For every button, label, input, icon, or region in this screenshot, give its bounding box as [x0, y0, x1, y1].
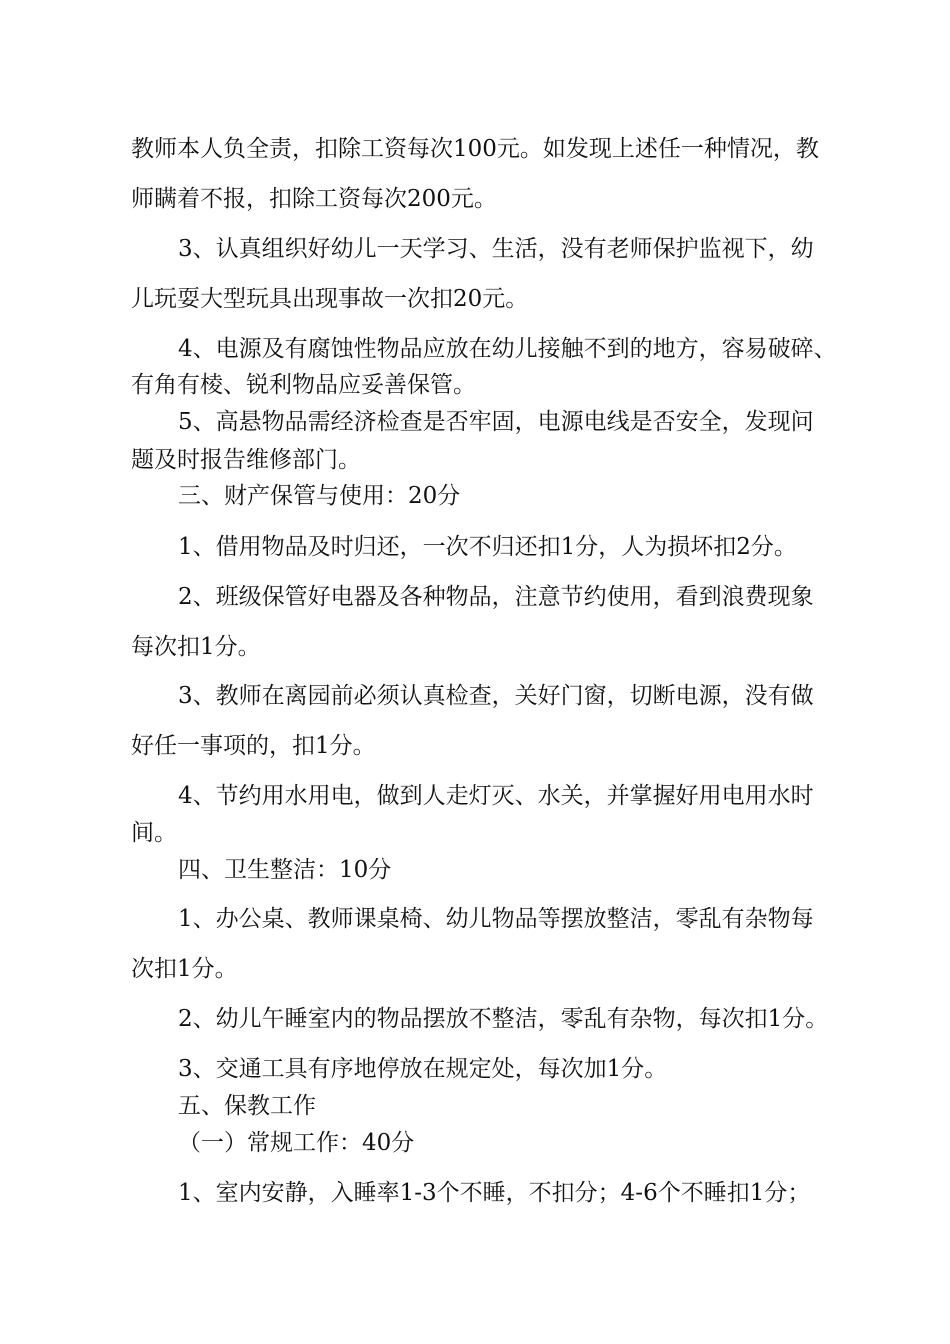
paragraph-line: 3、交通工具有序地停放在规定处，每次加1分。 [178, 1056, 668, 1082]
subsection-heading: （一）常规工作：40分 [178, 1130, 415, 1156]
paragraph-line: 4、电源及有腐蚀性物品应放在幼儿接触不到的地方，容易破碎、 [178, 336, 837, 362]
paragraph-line: 教师本人负全责，扣除工资每次100元。如发现上述任一种情况，教 [131, 136, 819, 162]
paragraph-line: 1、借用物品及时归还，一次不归还扣1分，人为损坏扣2分。 [178, 534, 797, 560]
section-heading: 三、财产保管与使用：20分 [178, 483, 461, 509]
section-heading: 五、保教工作 [178, 1093, 316, 1119]
paragraph-line: 儿玩耍大型玩具出现事故一次扣20元。 [131, 286, 529, 312]
paragraph-line: 3、认真组织好幼儿一天学习、生活，没有老师保护监视下，幼 [178, 236, 814, 262]
paragraph-line: 题及时报告维修部门。 [131, 447, 361, 473]
paragraph-line: 1、办公桌、教师课桌椅、幼儿物品等摆放整洁，零乱有杂物每 [178, 906, 814, 932]
section-heading: 四、卫生整洁：10分 [178, 857, 392, 883]
paragraph-line: 2、班级保管好电器及各种物品，注意节约使用，看到浪费现象 [178, 584, 814, 610]
paragraph-line: 4、节约用水用电，做到人走灯灭、水关，并掌握好用电用水时 [178, 783, 814, 809]
paragraph-line: 1、室内安静，入睡率1-3个不睡，不扣分；4-6个不睡扣1分； [178, 1180, 811, 1206]
paragraph-line: 好任一事项的，扣1分。 [131, 733, 376, 759]
paragraph-line: 每次扣1分。 [131, 634, 261, 660]
paragraph-line: 2、幼儿午睡室内的物品摆放不整洁，零乱有杂物，每次扣1分。 [178, 1006, 829, 1032]
paragraph-line: 5、高悬物品需经济检查是否牢固，电源电线是否安全，发现问 [178, 409, 814, 435]
paragraph-line: 间。 [131, 820, 177, 846]
paragraph-line: 师瞒着不报，扣除工资每次200元。 [131, 186, 497, 212]
paragraph-line: 次扣1分。 [131, 956, 238, 982]
paragraph-line: 有角有棱、锐利物品应妥善保管。 [131, 372, 476, 398]
paragraph-line: 3、教师在离园前必须认真检查，关好门窗，切断电源，没有做 [178, 683, 814, 709]
